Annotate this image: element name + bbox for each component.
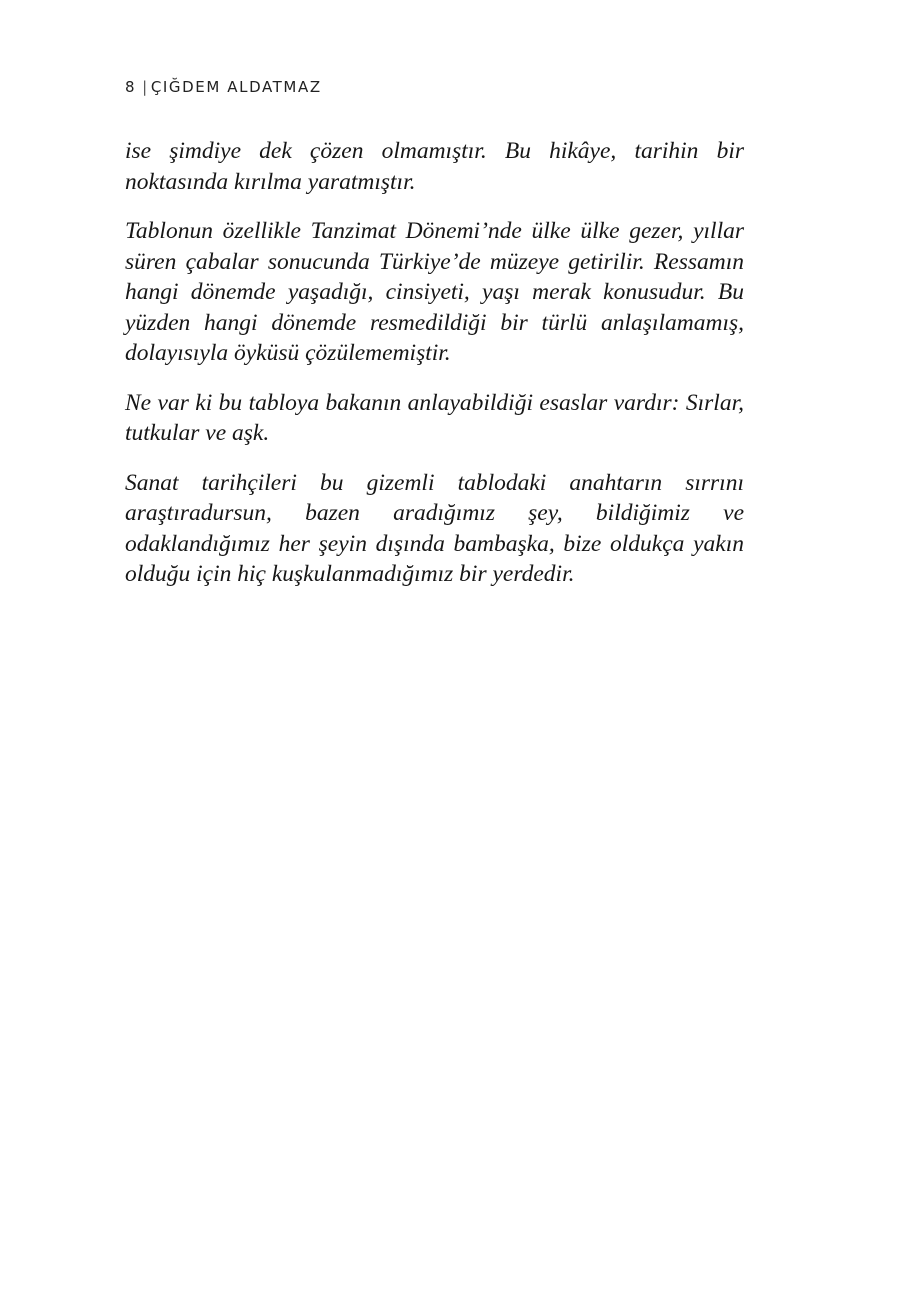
running-header (125, 78, 322, 96)
paragraph-1: ise şimdiye dek çözen olmamıştır. Bu hikâye, tarihin bir noktasında kırılma yaratmıştır. (125, 138, 744, 195)
paragraph-4: Sanat tarihçileri bu gizemli tablodaki anahtarın sırrını araştıradursun, bazen aradığımız şey, bildiğimiz ve odaklandığımız her şeyin dışında bambaşka, bize oldukça yakın olduğu için hiç kuşkulanmadığımız bir yerdedir. (125, 469, 744, 587)
paragraph-2: Tablonun özellikle Tanzimat Dönemi’nde ülke ülke gezer, yıllar süren çabalar sonucunda Türkiye’de müzeye getirilir. Ressamın hangi dönemde yaşadığı, cinsiyeti, yaşı merak konusudur. Bu yüzden hangi dönemde resmedildiği bir türlü anlaşılamamış, dolayısıyla öyküsü çözülememiştir. (125, 218, 744, 366)
paragraph-3: Ne var ki bu tabloya bakanın anlayabildiği esaslar vardır: Sırlar, tutkular ve aşk. (125, 389, 744, 446)
body-text (125, 136, 744, 609)
page-number: 8 (125, 78, 137, 96)
author-name: ÇIĞDEM ALDATMAZ (150, 78, 322, 96)
header-separator: | (142, 78, 149, 96)
